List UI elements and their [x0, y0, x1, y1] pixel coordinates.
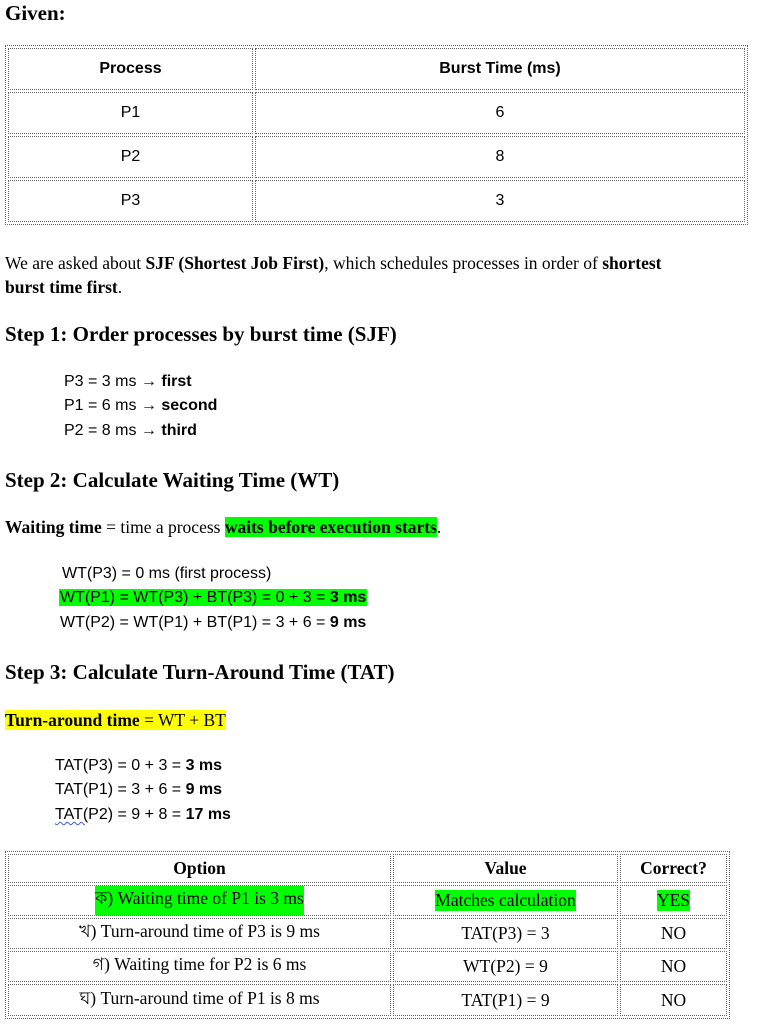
table-cell-process: P3 [8, 180, 253, 222]
step3-heading: Step 3: Calculate Turn-Around Time (TAT) [5, 660, 395, 684]
wt-line: WT(P3) = 0 ms (first process) [62, 565, 272, 582]
table-header-value: Value [393, 854, 618, 883]
burst-time-table [5, 45, 748, 225]
value-cell: WT(P2) = 9 [393, 951, 618, 982]
table-cell-burst: 6 [255, 92, 745, 134]
tat-line: TAT(P1) = 3 + 6 = 9 ms [55, 781, 223, 798]
value-cell: TAT(P3) = 3 [393, 918, 618, 949]
correct-cell: NO [620, 918, 727, 949]
step2-heading: Step 2: Calculate Waiting Time (WT) [5, 468, 340, 492]
option-cell: গ) Waiting time for P2 is 6 ms [8, 951, 391, 982]
waiting-time-definition: Waiting time = time a process waits before execution starts. [5, 517, 442, 537]
value-cell: TAT(P1) = 9 [393, 984, 618, 1016]
table-cell-process: P1 [8, 92, 253, 134]
correct-cell: YES [620, 885, 727, 916]
value-cell: Matches calculation [393, 885, 618, 916]
wt-line-highlighted: WT(P1) = WT(P3) + BT(P3) = 0 + 3 = 3 ms [60, 589, 367, 606]
option-cell: ঘ) Turn-around time of P1 is 8 ms [8, 984, 391, 1016]
tat-line: TAT(P2) = 9 + 8 = 17 ms [55, 806, 231, 823]
wt-line: WT(P2) = WT(P1) + BT(P1) = 3 + 6 = 9 ms [60, 614, 367, 631]
option-cell: খ) Turn-around time of P3 is 9 ms [8, 918, 391, 949]
table-cell-process: P2 [8, 136, 253, 178]
table-header-burst-time: Burst Time (ms) [255, 48, 745, 90]
correct-cell: NO [620, 984, 727, 1016]
table-cell-burst: 3 [255, 180, 745, 222]
correct-cell: NO [620, 951, 727, 982]
spellcheck-underline: TAT( [55, 806, 89, 823]
intro-line-2: burst time first. [5, 277, 123, 297]
step1-heading: Step 1: Order processes by burst time (SJF) [5, 322, 397, 346]
option-cell: ক) Waiting time of P1 is 3 ms [8, 885, 391, 916]
step1-line: P3 = 3 ms → first [64, 373, 192, 390]
tat-line: TAT(P3) = 0 + 3 = 3 ms [55, 757, 223, 774]
step1-line: P1 = 6 ms → second [64, 397, 218, 414]
tat-definition: Turn-around time = WT + BT [5, 710, 226, 730]
table-header-option: Option [8, 854, 391, 883]
step1-line: P2 = 8 ms → third [64, 422, 197, 439]
table-header-process: Process [8, 48, 253, 90]
table-cell-burst: 8 [255, 136, 745, 178]
table-header-correct: Correct? [620, 854, 727, 883]
intro-line-1: We are asked about SJF (Shortest Job First), which schedules processes in order of shortest [5, 253, 662, 273]
given-heading: Given: [5, 1, 66, 25]
option-table [5, 851, 730, 1019]
